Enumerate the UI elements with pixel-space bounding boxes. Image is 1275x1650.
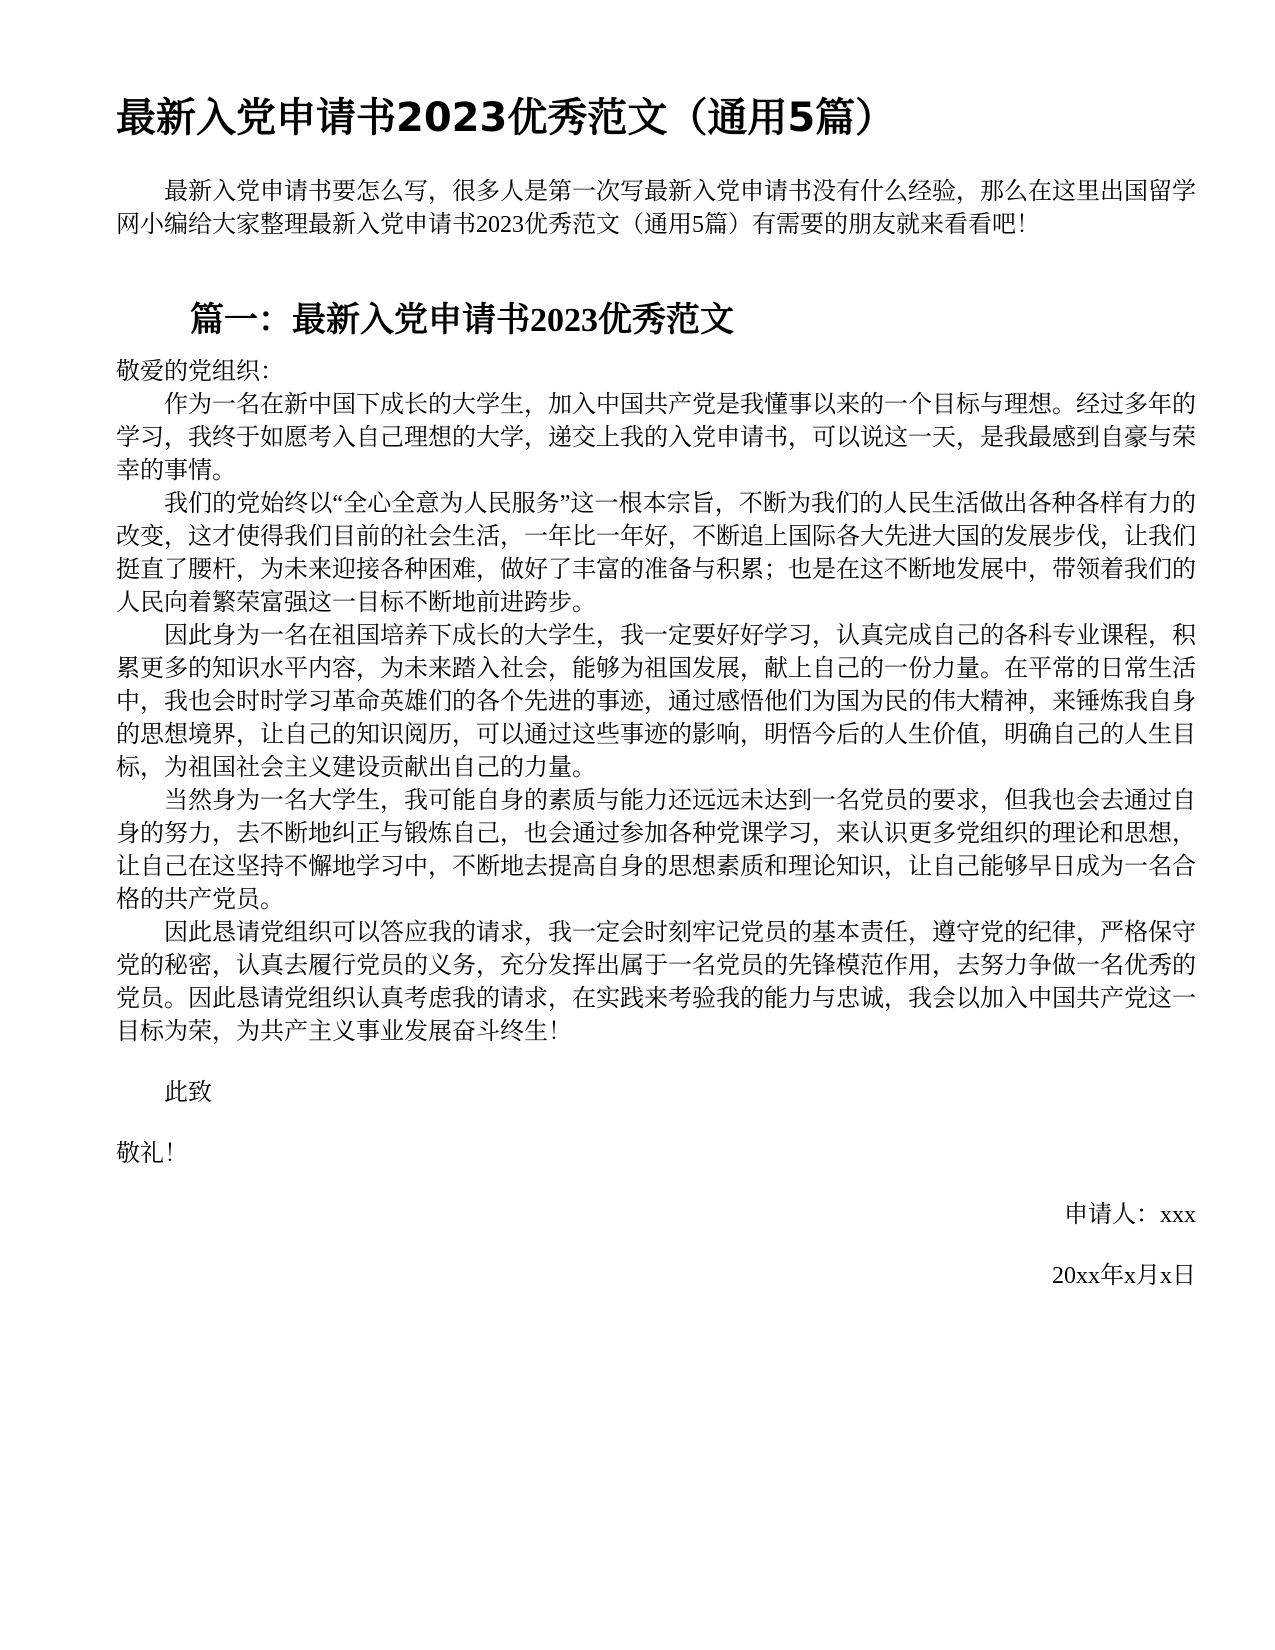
- body-paragraph-3: 因此身为一名在祖国培养下成长的大学生，我一定要好好学习，认真完成自己的各科专业课程，积累更多的知识水平内容，为未来踏入社会，能够为祖国发展，献上自己的一份力量。在平常的日常生活中，我也会时时学习革命英雄们的各个先进的事迹，通过感悟他们为国为民的伟大精神，来锤炼我自身的思想境界，让自己的知识阅历，可以通过这些事迹的影响，明悟今后的人生价值，明确自己的人生目标，为祖国社会主义建设贡献出自己的力量。: [116, 623, 1196, 781]
- regards-phrase: 敬礼！: [116, 1141, 188, 1167]
- applicant-signature: 申请人：xxx: [1064, 1202, 1196, 1228]
- body-paragraph-2: 我们的党始终以“全心全意为人民服务”这一根本宗旨，不断为我们的人民生活做出各种各样有力的改变，这才使得我们目前的社会生活，一年比一年好，不断追上国际各大先进大国的发展步伐，让我们挺直了腰杆，为未来迎接各种困难，做好了丰富的准备与积累；也是在这不断地发展中，带领着我们的人民向着繁荣富强这一目标不断地前进跨步。: [116, 491, 1196, 616]
- body-paragraph-5: 因此恳请党组织可以答应我的请求，我一定会时刻牢记党员的基本责任，遵守党的纪律，严格保守党的秘密，认真去履行党员的义务，充分发挥出属于一名党员的先锋模范作用，去努力争做一名优秀的党员。因此恳请党组织认真考虑我的请求，在实践来考验我的能力与忠诚，我会以加入中国共产党这一目标为荣，为共产主义事业发展奋斗终生！: [116, 920, 1196, 1045]
- document-content: [116, 88, 1196, 1293]
- body-paragraph-4: 当然身为一名大学生，我可能自身的素质与能力还远远未达到一名党员的要求，但我也会去通过自身的努力，去不断地纠正与锻炼自己，也会通过参加各种党课学习，来认识更多党组织的理论和思想，让自己在这坚持不懈地学习中，不断地去提高自身的思想素质和理论知识，让自己能够早日成为一名合格的共产党员。: [116, 788, 1196, 913]
- section-heading: 篇一：最新入党申请书2023优秀范文: [190, 302, 734, 339]
- letter-date: 20xx年x月x日: [1052, 1263, 1196, 1289]
- document-title: 最新入党申请书2023优秀范文（通用5篇）: [116, 95, 896, 141]
- closing-phrase: 此致: [164, 1080, 212, 1106]
- intro-paragraph: 最新入党申请书要怎么写，很多人是第一次写最新入党申请书没有什么经验，那么在这里出国留学网小编给大家整理最新入党申请书2023优秀范文（通用5篇）有需要的朋友就来看看吧！: [116, 179, 1196, 238]
- body-paragraph-1: 作为一名在新中国下成长的大学生，加入中国共产党是我懂事以来的一个目标与理想。经过多年的学习，我终于如愿考入自己理想的大学，递交上我的入党申请书，可以说这一天，是我最感到自豪与荣幸的事情。: [116, 392, 1196, 484]
- salutation: 敬爱的党组织：: [116, 359, 284, 385]
